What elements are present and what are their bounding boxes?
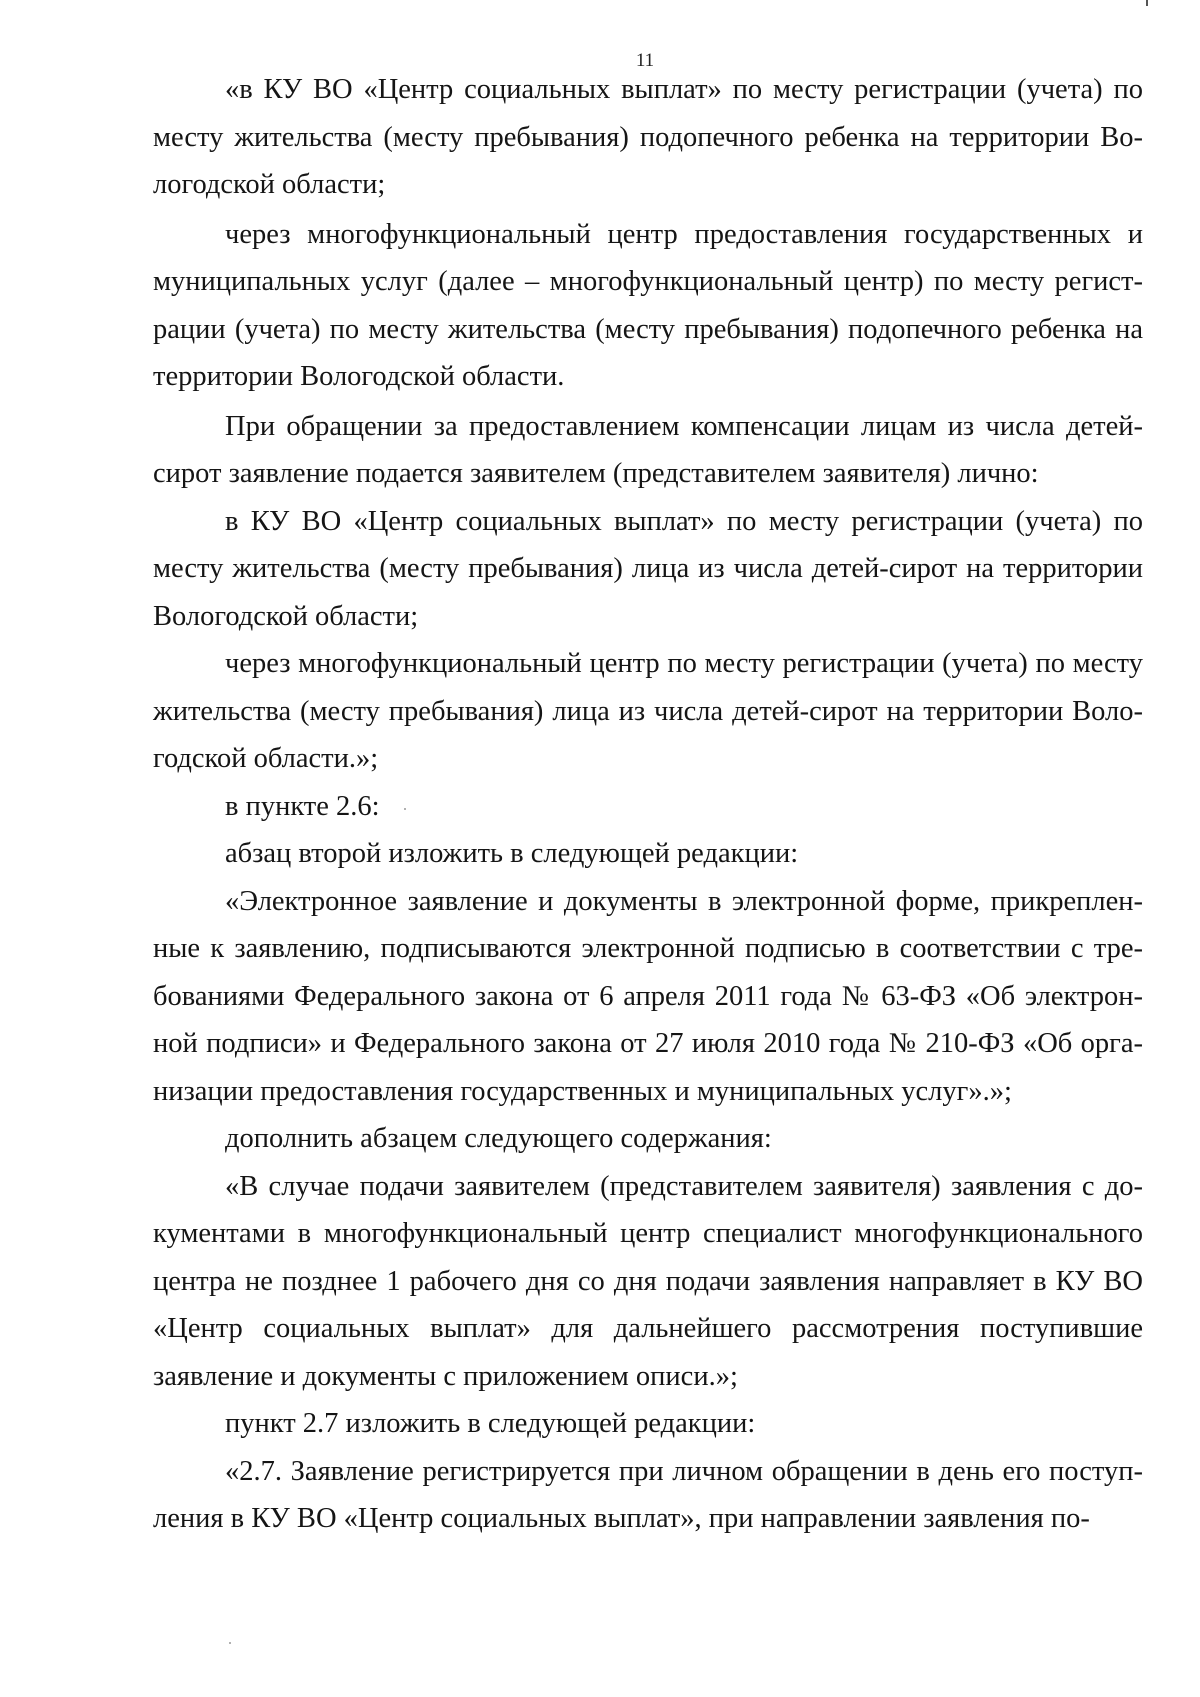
paragraph: в КУ ВО «Центр социальных выплат» по месту регистрации (учета) по месту жительства (месту пребывания) лица из числа детей-сирот на территории Вологодской области;: [153, 505, 1143, 632]
scan-speck: [229, 1642, 231, 1644]
paragraph: дополнить абзацем следующего содержания:: [225, 1123, 772, 1154]
document-body: [153, 66, 1143, 1543]
paragraph: абзац второй изложить в следующей редакции:: [225, 838, 799, 869]
scan-corner-mark: [1146, 0, 1148, 6]
paragraph: в пункте 2.6:: [225, 790, 380, 822]
paragraph: «Электронное заявление и документы в электронной форме, прикрепленные к заявлению, подписываются электронной подписью в соответствии с требованиями Федерального закона от 6 апреля 2011 года № 63-ФЗ «Об электронной подписи» и Федерального закона от 27 июля 2010 года № 210-ФЗ «Об организации предоставления государственных и муниципальных услуг».»;: [153, 885, 1143, 1107]
paragraph: через многофункциональный центр по месту регистрации (учета) по месту жительства (месту пребывания) лица из числа детей-сирот на территории Вологодской области.»;: [153, 648, 1143, 774]
scan-speck: [404, 808, 406, 810]
paragraph: «в КУ ВО «Центр социальных выплат» по месту регистрации (учета) по месту жительства (месту пребывания) подопечного ребенка на территории Вологодской области;: [153, 74, 1143, 200]
paragraph: через многофункциональный центр предоставления государственных и муниципальных услуг (далее – многофункциональный центр) по месту регистрации (учета) по месту жительства (месту пребывания) подопечного ребенка на территории Вологодской области.: [153, 218, 1143, 392]
page-number: 11: [635, 50, 655, 71]
paragraph: «В случае подачи заявителем (представителем заявителя) заявления с документами в многофункциональный центр специалист многофункционального центра не позднее 1 рабочего дня со дня подачи заявления направляет в КУ ВО «Центр социальных выплат» для дальнейшего рассмотрения поступившие заявление и документы с приложением описи.»;: [153, 1170, 1143, 1392]
paragraph: При обращении за предоставлением компенсации лицам из числа детей-сирот заявление подается заявителем (представителем заявителя) лично:: [153, 410, 1143, 489]
paragraph: «2.7. Заявление регистрируется при личном обращении в день его поступления в КУ ВО «Центр социальных выплат», при направлении заявления по-: [153, 1455, 1143, 1534]
paragraph: пункт 2.7 изложить в следующей редакции:: [225, 1408, 756, 1439]
